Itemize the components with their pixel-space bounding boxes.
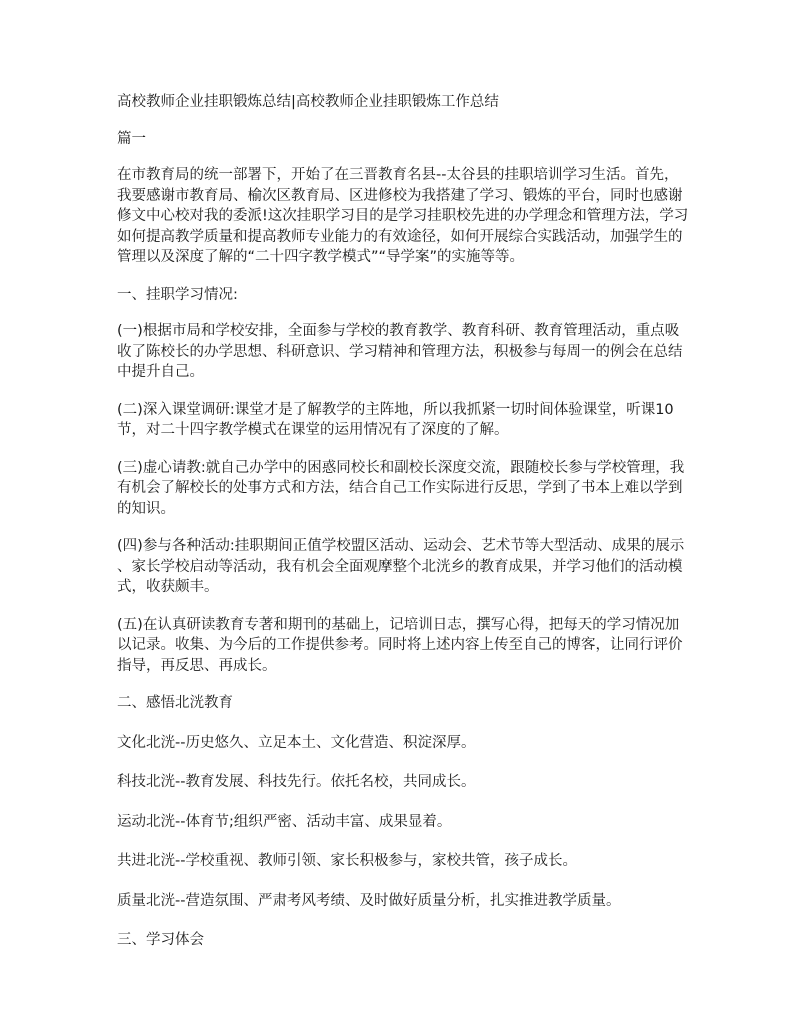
- text-line: 节，对二十四字教学模式在课堂的运用情况有了深度的了解。: [117, 422, 509, 438]
- text-line: 修文中心校对我的委派!这次挂职学习目的是学习挂职校先进的办学理念和管理方法，学习: [117, 208, 689, 224]
- text-line: 如何提高教学质量和提高教师专业能力的有效途径，如何开展综合实践活动，加强学生的: [117, 228, 683, 245]
- list-item: [117, 458, 683, 520]
- text-line: 有机会了解校长的处事方式和方法，结合自己工作实际进行反思，学到了书本上难以学到: [117, 480, 683, 496]
- list-item: 质量北洸--营造氛围、严肃考风考绩、及时做好质量分析，扎实推进教学质量。: [117, 892, 621, 909]
- document-page: [117, 92, 689, 951]
- section-heading: 一、挂职学习情况:: [117, 286, 238, 303]
- part-label: 篇一: [117, 130, 146, 147]
- text-line: (二)深入课堂调研:课堂才是了解教学的主阵地，所以我抓紧一切时间体验课堂，听课10: [117, 401, 674, 418]
- text-line: 管理以及深度了解的“二十四字教学模式”“导学案”的实施等等。: [117, 249, 525, 265]
- list-item: 科技北洸--教育发展、科技先行。依托名校，共同成长。: [117, 774, 476, 790]
- list-item: [117, 615, 683, 677]
- text-line: 式，收获颇丰。: [117, 579, 219, 595]
- list-item: [117, 400, 683, 441]
- list-item: 文化北洸--历史悠久、立足本土、文化营造、积淀深厚。: [117, 734, 476, 751]
- section-heading: 三、学习体会: [117, 932, 204, 948]
- section-heading: 二、感悟北洸教育: [117, 695, 233, 711]
- list-item: 运动北洸--体育节;组织严密、活动丰富、成果显着。: [117, 813, 452, 830]
- text-line: 指导，再反思、再成长。: [117, 657, 277, 674]
- text-line: (四)参与各种活动:挂职期间正值学校盟区活动、运动会、艺术节等大型活动、成果的展示: [117, 538, 685, 554]
- text-line: 以记录。收集、为今后的工作提供参考。同时将上述内容上传至自己的博客，让同行评价: [117, 637, 683, 653]
- text-line: 收了陈校长的办学思想、科研意识、学习精神和管理方法，积极参与每周一的例会在总结: [117, 343, 683, 360]
- intro-paragraph: [117, 165, 689, 268]
- document-title: 高校教师企业挂职锻炼总结|高校教师企业挂职锻炼工作总结: [117, 94, 499, 110]
- text-line: (三)虚心请教:就自己办学中的困惑同校长和副校长深度交流，跟随校长参与学校管理，我: [117, 459, 685, 476]
- text-line: 在市教育局的统一部署下，开始了在三晋教育名县--太谷县的挂职培训学习生活。首先，: [117, 167, 679, 183]
- list-item: [117, 321, 683, 383]
- text-line: (五)在认真研读教育专著和期刊的基础上，记培训日志，撰写心得，把每天的学习情况加: [117, 616, 680, 633]
- text-line: 我要感谢市教育局、榆次区教育局、区进修校为我搭建了学习、锻炼的平台，同时也感谢: [117, 187, 683, 204]
- text-line: 中提升自己。: [117, 364, 204, 380]
- list-item: 共进北洸--学校重视、教师引领、家长积极参与，家校共管，孩子成长。: [117, 853, 577, 869]
- text-line: (一)根据市局和学校安排，全面参与学校的教育教学、教育科研、教育管理活动，重点吸: [117, 323, 680, 339]
- list-item: [117, 536, 683, 598]
- text-line: 、家长学校启动等活动，我有机会全面观摩整个北洸乡的教育成果，并学习他们的活动模: [117, 558, 683, 575]
- text-line: 的知识。: [117, 500, 175, 517]
